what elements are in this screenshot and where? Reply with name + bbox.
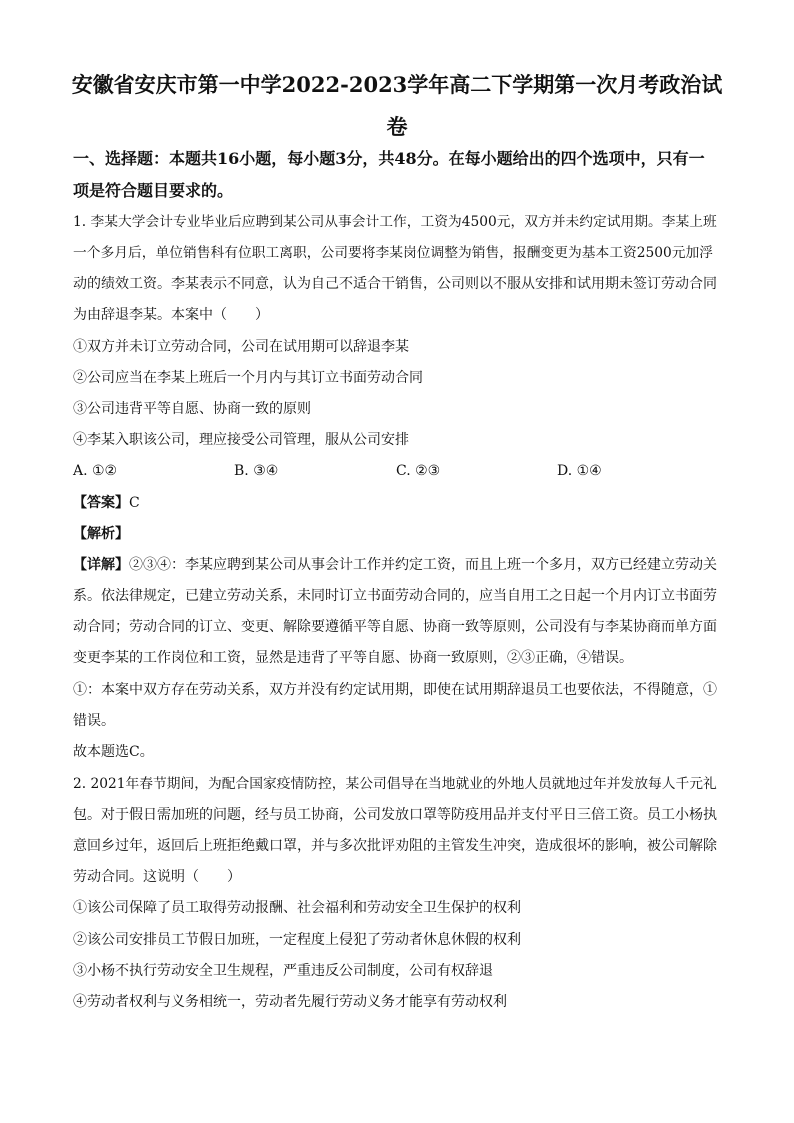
q1-stem-line-1: 1. 李某大学会计专业毕业后应聘到某公司从事会计工作，工资为4500元，双方并未约定试用期。李某上班 — [73, 214, 717, 230]
q1-item-4: ④李某入职该公司，理应接受公司管理，服从公司安排 — [73, 432, 409, 448]
q1-option-d: D. ①④ — [557, 463, 602, 479]
q2-stem-line-3: 意回乡过年，返回后上班拒绝戴口罩，并与多次批评劝阻的主管发生冲突，造成很坏的影响，被公司解除 — [73, 838, 717, 854]
document-title-line-1: 安徽省安庆市第一中学2022-2023学年高二下学期第一次月考政治试 — [71, 72, 723, 97]
analysis-bracket-open: 【 — [73, 526, 87, 542]
q1-stem-line-2: 一个多月后，单位销售科有位职工离职，公司要将李某岗位调整为销售，报酬变更为基本工资2500元加浮 — [73, 245, 713, 261]
answer-bracket-open: 【 — [73, 495, 87, 511]
q1-item-3: ③公司违背平等自愿、协商一致的原则 — [73, 401, 311, 417]
answer-tag: 答案 — [87, 495, 115, 511]
q1-answer — [73, 493, 140, 513]
q1-item-2: ②公司应当在李某上班后一个月内与其订立书面劳动合同 — [73, 370, 423, 386]
detail-bracket-open: 【 — [73, 557, 87, 573]
q2-item-2: ②该公司安排员工节假日加班，一定程度上侵犯了劳动者休息休假的权利 — [73, 932, 521, 948]
detail-text: ②③④：李某应聘到某公司从事会计工作并约定工资，而且上班一个多月，双方已经建立劳动关 — [129, 557, 717, 573]
q1-option-c: C. ②③ — [396, 463, 441, 479]
q1-detail-line-5: ①：本案中双方存在劳动关系，双方并没有约定试用期，即使在试用期辞退员工也要依法，不得随意，① — [73, 682, 717, 698]
q1-stem-line-3: 动的绩效工资。李某表示不同意，认为自己不适合干销售，公司则以不服从安排和试用期未签订劳动合同 — [73, 276, 717, 292]
section-heading-line-1: 一、选择题：本题共16小题，每小题3分，共48分。在每小题给出的四个选项中，只有一 — [73, 149, 705, 168]
answer-value: C — [129, 495, 140, 511]
q2-item-3: ③小杨不执行劳动安全卫生规程，严重违反公司制度，公司有权辞退 — [73, 963, 493, 979]
detail-tag: 详解 — [87, 557, 115, 573]
q1-option-a: A. ①② — [73, 463, 118, 479]
q1-detail-line-6: 错误。 — [73, 713, 115, 729]
q2-stem-line-4: 劳动合同。这说明（ ） — [73, 869, 241, 885]
q1-detail-line-4: 变更李某的工作岗位和工资，显然是违背了平等自愿、协商一致原则，②③正确，④错误。 — [73, 650, 633, 666]
q2-item-1: ①该公司保障了员工取得劳动报酬、社会福利和劳动安全卫生保护的权利 — [73, 900, 521, 916]
q1-detail-line-3: 动合同；劳动合同的订立、变更、解除要遵循平等自愿、协商一致等原则，公司没有与李某协商而单方面 — [73, 619, 717, 635]
document-title-line-2: 卷 — [386, 114, 408, 139]
q2-stem-line-1: 2. 2021年春节期间，为配合国家疫情防控，某公司倡导在当地就业的外地人员就地过年并发放每人千元礼 — [73, 776, 717, 792]
q1-stem-line-4: 为由辞退李某。本案中（ ） — [73, 307, 269, 323]
q2-stem-line-2: 包。对于假日需加班的问题，经与员工协商，公司发放口罩等防疫用品并支付平日三倍工资。员工小杨执 — [73, 807, 717, 823]
q2-item-4: ④劳动者权利与义务相统一，劳动者先履行劳动义务才能享有劳动权利 — [73, 994, 507, 1010]
q1-detail-line-2: 系。依法律规定，已建立劳动关系，未同时订立书面劳动合同的，应当自用工之日起一个月内订立书面劳 — [73, 588, 717, 604]
q1-item-1: ①双方并未订立劳动合同，公司在试用期可以辞退李某 — [73, 339, 409, 355]
q1-detail-line-1 — [73, 555, 717, 575]
detail-bracket-close: 】 — [115, 557, 129, 573]
analysis-tag: 解析 — [87, 526, 115, 542]
analysis-bracket-close: 】 — [115, 526, 129, 542]
answer-bracket-close: 】 — [115, 495, 129, 511]
q1-conclusion: 故本题选C。 — [73, 744, 154, 760]
q1-analysis — [73, 524, 129, 544]
q1-option-b: B. ③④ — [234, 463, 279, 479]
section-heading-line-2: 项是符合题目要求的。 — [73, 181, 234, 200]
